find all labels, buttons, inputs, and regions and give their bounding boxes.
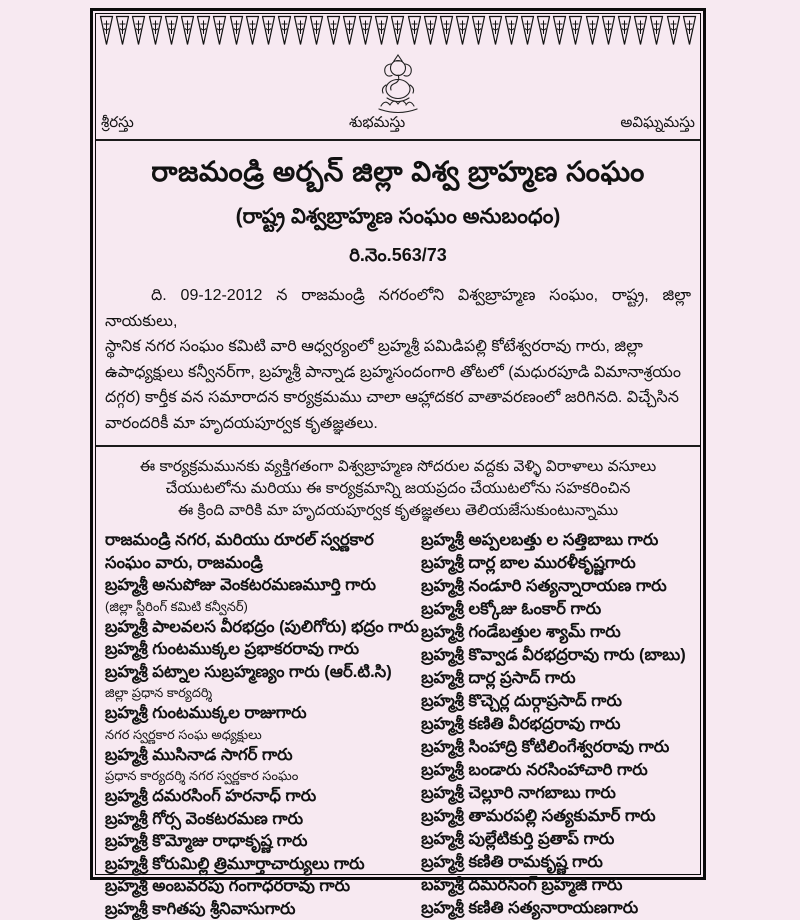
document-subtitle: (రాష్ట్ర విశ్వబ్రాహ్మణ సంఘం అనుబంధం) [96,205,700,234]
paragraph-line: వారందరికీ మా హృదయపూర్వక కృతజ్ఞతలు. [105,411,691,437]
pennant-icon [520,15,535,47]
pennant-icon [471,15,486,47]
name-entry: రాజమండ్రి నగర, మరియు రూరల్ స్వర్ణకార [105,529,421,552]
pennant-icon [633,15,648,47]
blessing-left: శ్రీరస్తు [101,114,134,135]
name-entry: బ్రహ్మశ్రీ బండారు నరసింహాచారి గారు [421,759,696,782]
acknowledgement-columns [96,529,700,920]
name-entry: బ్రహ్మశ్రీ అనుపోజు వెంకటరమణమూర్తి గారు [105,574,421,597]
pennant-icon [212,15,227,47]
pennant-icon [374,15,389,47]
pennant-icon [666,15,681,47]
pennant-icon [423,15,438,47]
name-entry: బ్రహ్మశ్రీ కొమ్మోజు రాధాకృష్ణ గారు [105,830,421,853]
name-entry: బ్రహ్మశ్రీ లక్కోజు ఓంకార్ గారు [421,598,696,621]
name-entry: బ్రహ్మశ్రీ నండూరి సత్యన్నారాయణ గారు [421,575,696,598]
pennant-icon [309,15,324,47]
name-entry: బ్రహ్మశ్రీ అప్పలబత్తు ల సత్తిబాబు గారు [421,529,696,552]
name-entry: బ్రహ్మశ్రీ గోర్స వెంకటరమణ గారు [105,808,421,831]
blessing-center: శుభమస్తు [349,114,405,135]
name-entry: బ్రహ్మశ్రీ తామరపల్లి సత్యకుమార్ గారు [421,805,696,828]
pennant-icon [164,15,179,47]
pennant-icon [245,15,260,47]
thanks-line: ఈ కార్యక్రమమునకు వ్యక్తిగతంగా విశ్వబ్రాహ్మణ సోదరుల వద్దకు వెళ్ళి విరాళాలు వసూలు [110,456,686,478]
garland-border [96,14,700,49]
ganesha-icon [96,52,700,114]
name-entry: బ్రహ్మశ్రీ చెల్లూరి నాగబాబు గారు [421,782,696,805]
pennant-icon [148,15,163,47]
blessing-right: అవిఘ్నమస్తు [620,114,695,135]
name-entry: బ్రహ్మశ్రీ పుల్లేటికుర్తి ప్రతాప్ గారు [421,828,696,851]
name-entry: బ్రహ్మశ్రీ గుంటముక్కల ప్రభాకరరావు గారు [105,638,421,661]
pennant-icon [229,15,244,47]
name-entry: బ్రహ్మశ్రీ గుంటముక్కల రాజుగారు [105,702,421,725]
paragraph-line: ఉపాధ్యక్షులు కన్వీనర్‌గా, బ్రహ్మశ్రీ పాన్నాడ బ్రహ్మసందంగారి తోటలో (మధురపూడి విమానాశ్రయం [105,360,691,386]
pennant-icon [585,15,600,47]
name-entry: నగర స్వర్ణకార సంఘ అధ్యక్షులు [105,725,421,744]
pennant-icon [358,15,373,47]
pennant-icon [536,15,551,47]
intro-paragraph [96,283,700,436]
pennant-icon [261,15,276,47]
paragraph-line: దగ్గర) కార్తీక వన సమారాదన కార్యక్రమము చాలా ఆహ్లాదకర వాతావరణంలో జరిగినది. విచ్చేసిన [105,385,691,411]
name-entry: బ్రహ్మశ్రీ కొవ్వాడ వీరభద్రరావు గారు (బాబు) [421,644,696,667]
divider-top [96,139,700,141]
name-entry: బ్రహ్మశ్రీ కణితి వీరభద్రరావు గారు [421,713,696,736]
name-entry: బ్రహ్మశ్రీ కాగితపు శ్రీనివాసుగారు [105,898,421,920]
document-inner-frame [95,13,701,875]
pennant-icon [277,15,292,47]
pennant-icon [99,15,114,47]
acknowledgement-list-right [421,529,696,920]
blessings-row [96,114,700,135]
paragraph-line: ది. 09-12-2012 న రాజమండ్రి నగరంలోని విశ్వబ్రాహ్మణ సంఘం, రాష్ట్ర, జిల్లా నాయకులు, [105,283,691,334]
name-entry: ప్రధాన కార్యదర్శి నగర స్వర్ణకార సంఘం [105,766,421,785]
pennant-icon [196,15,211,47]
name-entry: సంఘం వారు, రాజమండ్రి [105,552,421,575]
pennant-icon [552,15,567,47]
thanks-line: ఈ క్రింది వారికి మా హృదయపూర్వక కృతజ్ఞతలు తెలియజేసుకుంటున్నాము [110,500,686,522]
name-entry: బహ్మశ్రీ దమరసింగ్ బ్రహ్మజీ గారు [421,874,696,897]
name-entry: బ్రహ్మశ్రీ సింహాద్రి కోటిలింగేశ్వరరావు గారు [421,736,696,759]
paragraph-line: స్థానిక నగర సంఘం కమిటి వారి ఆధ్వర్యంలో బ్రహ్మశ్రీ పమిడిపల్లి కోటేశ్వరరావు గారు, జిల్లా [105,334,691,360]
thanks-line: చేయుటలోను మరియు ఈ కార్యక్రమాన్ని జయప్రదం చేయుటలోను సహకరించిన [110,478,686,500]
name-entry: బ్రహ్మశ్రీ పాలవలస వీరభద్రం (పులిగోరు) భద్రం గారు [105,616,421,639]
pennant-icon [617,15,632,47]
pennant-icon [326,15,341,47]
document-frame [90,8,706,880]
pennant-icon [439,15,454,47]
name-entry: (జిల్లా స్టీరింగ్ కమిటి కన్వీనర్) [105,597,421,616]
pennant-icon [115,15,130,47]
pennant-icon [488,15,503,47]
pennant-icon [131,15,146,47]
name-entry: బ్రహ్మశ్రీ కోరుమిల్లి త్రిమూర్తాచార్యులు గారు [105,853,421,876]
registration-number: రి.నెం.563/73 [96,245,700,270]
pennant-icon [504,15,519,47]
name-entry: బ్రహ్మశ్రీ అంబవరపు గంగాధరరావు గారు [105,875,421,898]
pennant-icon [568,15,583,47]
name-entry: బ్రహ్మశ్రీ దమరసింగ్ హరనాధ్ గారు [105,785,421,808]
pennant-icon [180,15,195,47]
pennant-icon [455,15,470,47]
document-title: రాజమండ్రి అర్బన్ జిల్లా విశ్వ బ్రాహ్మణ సంఘం [96,156,700,195]
pennant-icon [342,15,357,47]
name-entry: బ్రహ్మశ్రీ కణితి రామకృష్ణ గారు [421,851,696,874]
name-entry: బ్రహ్మశ్రీ పట్నాల సుబ్రహ్మణ్యం గారు (ఆర్.టి.సి) [105,661,421,684]
name-entry: బ్రహ్మశ్రీ కొచ్చెర్ల దుర్గాప్రసాద్ గారు [421,690,696,713]
pennant-icon [682,15,697,47]
pennant-icon [390,15,405,47]
pennant-icon [407,15,422,47]
name-entry: బ్రహ్మశ్రీ ముసినాడ సాగర్ గారు [105,744,421,767]
thanks-note [96,447,700,522]
name-entry: జిల్లా ప్రధాన కార్యదర్శి [105,683,421,702]
name-entry: బ్రహ్మశ్రీ దార్ల బాల మురళీకృష్ణగారు [421,552,696,575]
pennant-icon [649,15,664,47]
name-entry: బ్రహ్మశ్రీ కణితి సత్యనారాయణగారు [421,897,696,920]
name-entry: బ్రహ్మశ్రీ గండేబత్తుల శ్యామ్ గారు [421,621,696,644]
acknowledgement-list-left [105,529,421,920]
name-entry: బ్రహ్మశ్రీ దార్ల ప్రసాద్ గారు [421,667,696,690]
pennant-icon [293,15,308,47]
pennant-icon [601,15,616,47]
